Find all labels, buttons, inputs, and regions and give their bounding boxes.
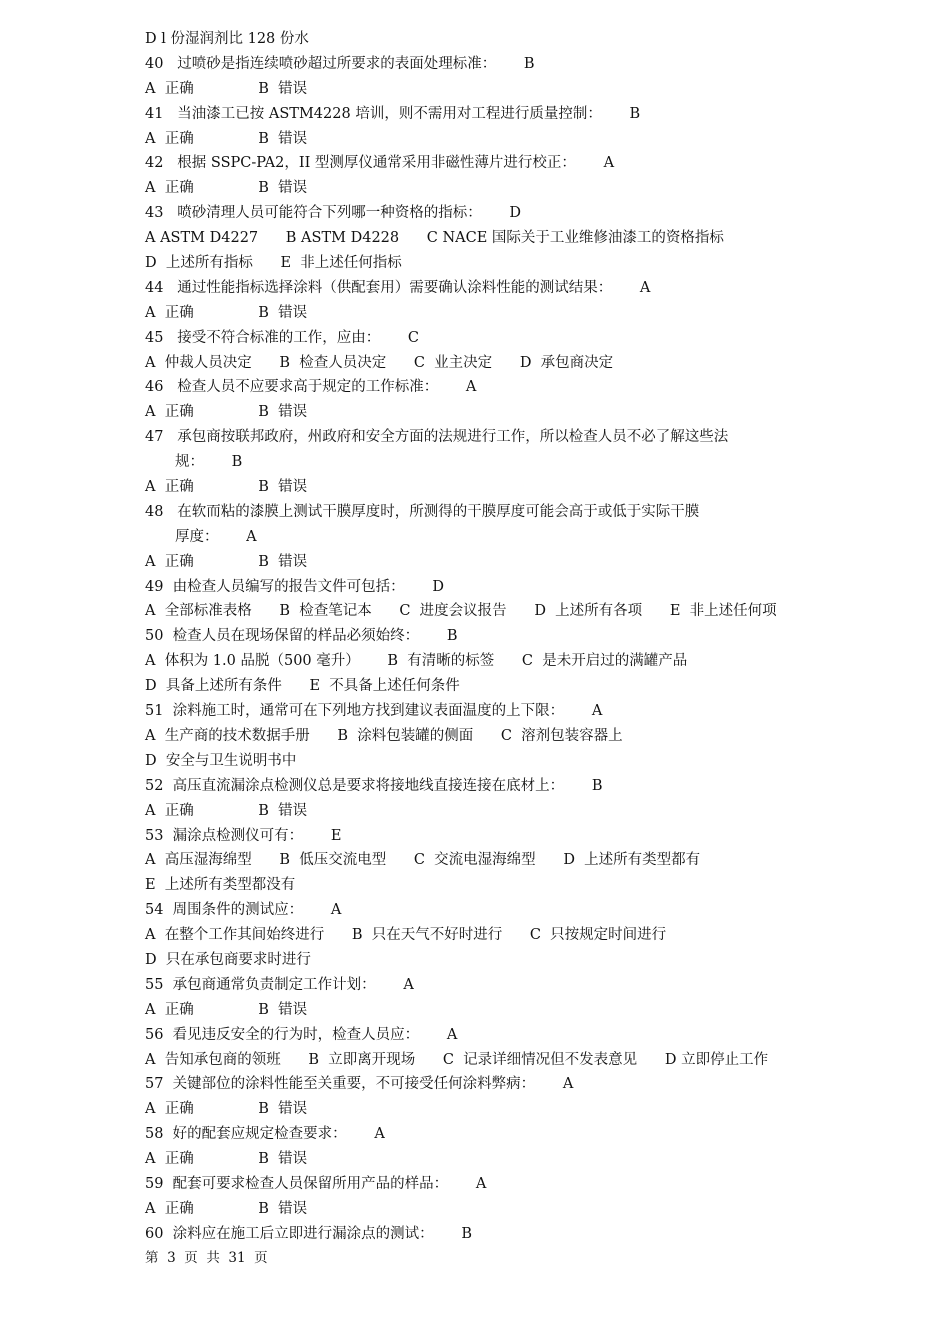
options-42: A 正确 B 错误	[145, 180, 308, 197]
question-41: 41 当油漆工已按 ASTM4228 培训，则不需用对工程进行质量控制： B	[145, 105, 641, 122]
options-53: A 高压湿海绵型 B 低压交流电型 C 交流电湿海绵型 D 上述所有类型都有	[145, 852, 701, 869]
options-50: A 体积为 1.0 品脱（500 毫升） B 有清晰的标签 C 是未开启过的满罐产品	[145, 653, 688, 670]
question-47: 47 承包商按联邦政府，州政府和安全方面的法规进行工作，所以检查人员不必了解这些法	[145, 429, 729, 446]
options-50-cont: D 具备上述所有条件 E 不具备上述任何条件	[145, 678, 460, 695]
question-52: 52 高压直流漏涂点检测仪总是要求将接地线直接连接在底材上： B	[145, 777, 603, 794]
question-44: 44 通过性能指标选择涂料（供配套用）需要确认涂料性能的测试结果： A	[145, 279, 651, 296]
question-49: 49 由检查人员编写的报告文件可包括： D	[145, 578, 444, 595]
options-57: A 正确 B 错误	[145, 1101, 308, 1118]
options-49: A 全部标准表格 B 检查笔记本 C 进度会议报告 D 上述所有各项 E 非上述任何项	[145, 603, 777, 620]
question-48: 48 在软而粘的漆膜上测试干膜厚度时，所测得的干膜厚度可能会高于或低于实际干膜	[145, 503, 700, 520]
options-59: A 正确 B 错误	[145, 1200, 308, 1217]
question-42: 42 根据 SSPC-PA2，II 型测厚仪通常采用非磁性薄片进行校正： A	[145, 155, 615, 172]
question-46: 46 检查人员不应要求高于规定的工作标准： A	[145, 379, 477, 396]
question-60: 60 涂料应在施工后立即进行漏涂点的测试： B	[145, 1225, 472, 1242]
options-56: A 告知承包商的领班 B 立即离开现场 C 记录详细情况但不发表意见 D 立即停止工作	[145, 1051, 769, 1068]
question-59: 59 配套可要求检查人员保留所用产品的样品： A	[145, 1175, 487, 1192]
options-47: A 正确 B 错误	[145, 479, 308, 496]
question-57: 57 关键部位的涂料性能至关重要，不可接受任何涂料弊病： A	[145, 1076, 574, 1093]
question-58: 58 好的配套应规定检查要求： A	[145, 1126, 385, 1143]
document-body	[145, 27, 845, 1247]
question-51: 51 涂料施工时，通常可在下列地方找到建议表面温度的上下限： A	[145, 703, 603, 720]
options-54-cont: D 只在承包商要求时进行	[145, 951, 311, 968]
options-51-cont: D 安全与卫生说明书中	[145, 752, 297, 769]
question-50: 50 检查人员在现场保留的样品必须始终： B	[145, 628, 458, 645]
options-54: A 在整个工作其间始终进行 B 只在天气不好时进行 C 只按规定时间进行	[145, 927, 667, 944]
page-footer: 第 3 页 共 31 页	[145, 1250, 268, 1266]
options-44: A 正确 B 错误	[145, 304, 308, 321]
question-54: 54 周围条件的测试应： A	[145, 902, 342, 919]
question-56: 56 看见违反安全的行为时，检查人员应： A	[145, 1026, 458, 1043]
options-53-cont: E 上述所有类型都没有	[145, 877, 296, 894]
question-45: 45 接受不符合标准的工作，应由： C	[145, 329, 420, 346]
question-40: 40 过喷砂是指连续喷砂超过所要求的表面处理标准： B	[145, 55, 535, 72]
question-47-cont: 规： B	[175, 454, 243, 471]
options-51: A 生产商的技术数据手册 B 涂料包装罐的侧面 C 溶剂包装容器上	[145, 727, 623, 744]
question-48-cont: 厚度： A	[175, 528, 257, 545]
options-41: A 正确 B 错误	[145, 130, 308, 147]
question-43: 43 喷砂清理人员可能符合下列哪一种资格的指标： D	[145, 205, 522, 222]
options-43: A ASTM D4227 B ASTM D4228 C NACE 国际关于工业维修油漆工的资格指标	[145, 230, 724, 247]
options-45: A 仲裁人员决定 B 检查人员决定 C 业主决定 D 承包商决定	[145, 354, 614, 371]
options-43-cont: D 上述所有指标 E 非上述任何指标	[145, 255, 402, 272]
options-46: A 正确 B 错误	[145, 404, 308, 421]
question-55: 55 承包商通常负责制定工作计划： A	[145, 976, 414, 993]
options-55: A 正确 B 错误	[145, 1001, 308, 1018]
options-52: A 正确 B 错误	[145, 802, 308, 819]
options-40: A 正确 B 错误	[145, 80, 308, 97]
text-line: D l 份湿润剂比 128 份水	[145, 31, 309, 47]
question-53: 53 漏涂点检测仪可有： E	[145, 827, 342, 844]
options-58: A 正确 B 错误	[145, 1151, 308, 1168]
options-48: A 正确 B 错误	[145, 553, 308, 570]
